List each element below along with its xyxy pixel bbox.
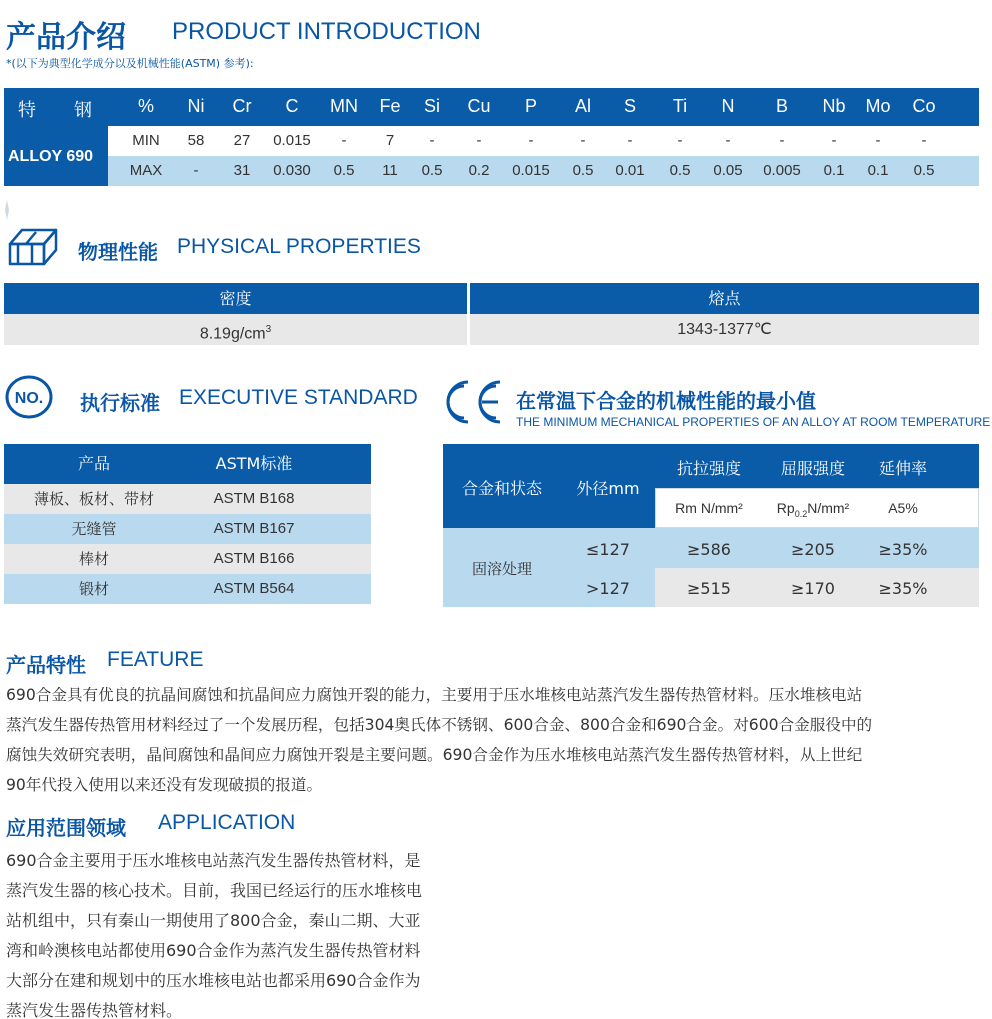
decorative-spark [2, 200, 12, 220]
composition-header-cell: Cr [232, 96, 252, 116]
composition-max-cell: 11 [382, 162, 398, 179]
feature-title-en: FEATURE [107, 648, 204, 671]
alloy-cell [4, 126, 108, 186]
composition-header-cell: Cu [467, 96, 491, 116]
composition-table [4, 88, 979, 186]
standard-icon [4, 374, 54, 420]
mechanical-title-en: THE MINIMUM MECHANICAL PROPERTIES OF AN ALLOY AT ROOM TEMPERATURE [516, 415, 991, 429]
mechanical-state: 固溶处理 [471, 560, 532, 578]
page-title-cn: 产品介绍 [6, 20, 126, 55]
mechanical-unit-yield [763, 500, 863, 519]
composition-header-cell: MN [330, 96, 358, 116]
physical-title-cn: 物理性能 [78, 240, 158, 264]
mechanical-r1-tensile: ≥586 [687, 540, 731, 559]
composition-min-cell: - [677, 132, 683, 149]
composition-max-cell: 0.030 [273, 162, 311, 179]
mechanical-col-tensile: 抗拉强度 [676, 459, 741, 478]
alloy-name: ALLOY 690 [8, 148, 94, 165]
composition-header-cell: C [285, 96, 299, 116]
application-line: 蒸汽发生器传热管材料。 [6, 1001, 183, 1019]
density-value [4, 314, 467, 345]
composition-min-cell: - [476, 132, 482, 149]
composition-max-cell: 0.5 [913, 162, 935, 179]
mechanical-r2-elong: ≥35% [878, 579, 928, 598]
composition-min-cell: 0.015 [273, 132, 311, 149]
composition-min-cell: - [341, 132, 347, 149]
composition-max-cell: 0.1 [823, 162, 845, 179]
composition-header-cell: N [721, 96, 735, 116]
composition-header-cell: Nb [822, 96, 846, 116]
composition-max-cell: MAX [129, 162, 163, 179]
composition-max-cell: 0.5 [669, 162, 691, 179]
composition-max-cell: 0.5 [421, 162, 443, 179]
mechanical-r2-od: >127 [586, 579, 630, 598]
application-text [6, 846, 486, 1019]
composition-max-cell: 0.5 [572, 162, 594, 179]
standard-table-row [4, 544, 371, 574]
composition-max-row [108, 156, 979, 186]
composition-header-row [4, 88, 979, 126]
application-line: 站机组中，只有秦山一期使用了800合金，秦山二期、大亚 [6, 911, 421, 930]
composition-max-cell: 31 [233, 162, 251, 179]
application-line: 大部分在建和规划中的压水堆核电站也都采用690合金作为 [6, 971, 421, 990]
physical-title-en: PHYSICAL PROPERTIES [177, 235, 421, 258]
mechanical-col-od: 外径mm [576, 479, 640, 498]
composition-min-cell: - [921, 132, 927, 149]
mechanical-unit-tensile: Rm N/mm² [675, 500, 743, 516]
corner-label-a: 特 [18, 100, 36, 120]
standard-table-row [4, 514, 371, 544]
application-title-en: APPLICATION [158, 811, 296, 834]
composition-header-cell: P [524, 96, 537, 116]
melting-header: 熔点 [470, 283, 979, 314]
feature-line: 690合金具有优良的抗晶间腐蚀和抗晶间应力腐蚀开裂的能力，主要用于压水堆核电站蒸汽发生器传热管材料。压水堆核电站 [6, 686, 863, 704]
composition-min-row [108, 126, 979, 156]
corner-label-b: 钢 [74, 100, 92, 120]
mechanical-r1-od: ≤127 [586, 540, 630, 559]
mechanical-r1-yield: ≥205 [791, 540, 835, 559]
standard-icon-text: NO. [14, 390, 44, 407]
composition-header-cell: Fe [379, 96, 401, 116]
composition-header-cell: % [137, 96, 154, 116]
physical-icon [6, 218, 66, 268]
composition-header-cell: Mo [865, 96, 891, 116]
standard-product: 棒材 [78, 550, 109, 568]
standard-col-astm: ASTM标准 [215, 454, 293, 473]
standard-astm: ASTM B168 [213, 490, 295, 507]
mechanical-col-elong: 延伸率 [878, 459, 927, 478]
standard-table-row [4, 574, 371, 604]
standard-product: 薄板、板材、带材 [33, 490, 154, 508]
reference-note: *(以下为典型化学成分以及机械性能(ASTM) 参考): [6, 57, 254, 70]
feature-text [6, 680, 986, 800]
yield-unit-b: N/mm² [807, 500, 850, 516]
standard-title-cn: 执行标准 [80, 391, 160, 415]
mechanical-r2-tensile: ≥515 [687, 579, 731, 598]
composition-max-cell: 0.1 [867, 162, 889, 179]
standard-product: 无缝管 [71, 520, 117, 538]
composition-min-cell: - [725, 132, 731, 149]
density-number: 8.19g/cm [199, 325, 266, 343]
composition-min-cell: 58 [187, 132, 205, 149]
ce-mark-icon [440, 376, 506, 428]
mechanical-r1-elong: ≥35% [878, 540, 928, 559]
mechanical-unit-elong: A5% [888, 500, 918, 516]
composition-min-cell: - [580, 132, 586, 149]
composition-header-cell: Co [912, 96, 936, 116]
composition-header-cell: S [623, 96, 636, 116]
mechanical-r2-yield: ≥170 [791, 579, 835, 598]
feature-line: 90年代投入使用以来还没有发现破损的报道。 [6, 776, 323, 794]
composition-min-cell: - [831, 132, 837, 149]
composition-min-cell: - [627, 132, 633, 149]
composition-header-cell: Si [423, 96, 440, 116]
composition-max-cell: 0.2 [468, 162, 490, 179]
standard-astm: ASTM B564 [213, 580, 295, 597]
standard-astm: ASTM B167 [213, 520, 295, 537]
composition-min-cell: MIN [132, 132, 160, 149]
density-header: 密度 [4, 283, 467, 314]
composition-max-cell: 0.5 [333, 162, 355, 179]
composition-header-cell: Ni [187, 96, 205, 116]
standard-product: 锻材 [78, 580, 109, 598]
standard-col-product: 产品 [77, 454, 110, 473]
composition-max-cell: 0.05 [713, 162, 743, 179]
composition-max-cell: 0.01 [615, 162, 645, 179]
application-title-cn: 应用范围领域 [6, 816, 126, 840]
composition-min-cell: - [875, 132, 881, 149]
mechanical-col-state: 合金和状态 [461, 479, 542, 498]
yield-unit-a: Rp [776, 500, 795, 516]
mechanical-col-yield: 屈服强度 [780, 459, 845, 478]
standard-title-en: EXECUTIVE STANDARD [179, 386, 418, 409]
density-superscript: 3 [265, 324, 272, 335]
composition-header-cell: Ti [672, 96, 688, 116]
mechanical-table [443, 444, 979, 607]
composition-min-cell: - [528, 132, 534, 149]
composition-max-cell: 0.005 [763, 162, 801, 179]
composition-max-cell: 0.015 [512, 162, 550, 179]
melting-value: 1343-1377℃ [470, 314, 979, 345]
feature-line: 蒸汽发生器传热管用材料经过了一个发展历程，包括304奥氏体不锈钢、600合金、800合金和690合金。对600合金服役中的 [6, 716, 873, 734]
composition-min-cell: - [779, 132, 785, 149]
standard-table-row [4, 484, 371, 514]
feature-line: 腐蚀失效研究表明，晶间腐蚀和晶间应力腐蚀开裂是主要问题。690合金作为压水堆核电站蒸汽发生器传热管材料，从上世纪 [6, 746, 863, 764]
standard-table-header [4, 444, 371, 484]
application-line: 湾和岭澳核电站都使用690合金作为蒸汽发生器传热管材料 [6, 941, 421, 960]
composition-header-cell: Al [574, 96, 591, 116]
mechanical-title-cn: 在常温下合金的机械性能的最小值 [516, 389, 816, 413]
page-title-en: PRODUCT INTRODUCTION [172, 18, 481, 45]
composition-header-cell: B [775, 96, 788, 116]
composition-max-cell: - [193, 162, 199, 179]
feature-title-cn: 产品特性 [6, 653, 86, 677]
composition-min-cell: 7 [385, 132, 395, 149]
yield-unit-sub: 0.2 [794, 508, 808, 519]
application-line: 蒸汽发生器的核心技术。目前，我国已经运行的压水堆核电 [6, 881, 423, 900]
standard-astm: ASTM B166 [213, 550, 295, 567]
application-line: 690合金主要用于压水堆核电站蒸汽发生器传热管材料，是 [6, 851, 421, 870]
composition-min-cell: - [429, 132, 435, 149]
composition-min-cell: 27 [233, 132, 251, 149]
